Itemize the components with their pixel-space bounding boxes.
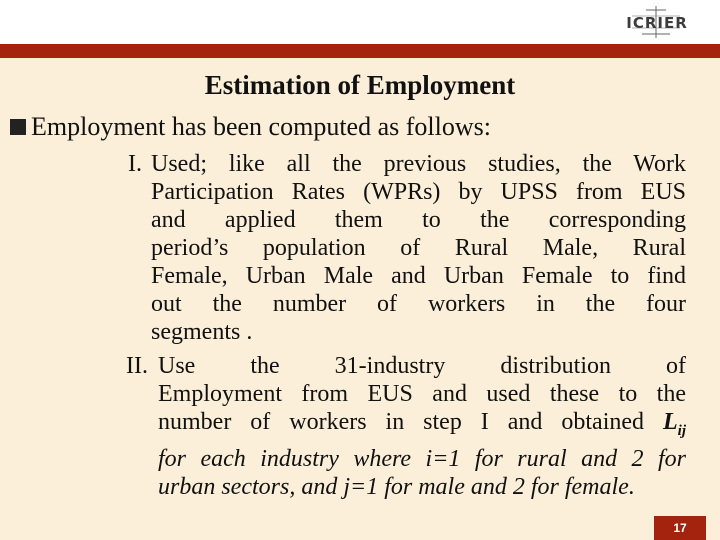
item-line: urban sectors, and j=1 for male and 2 for female. (158, 473, 635, 500)
item-line: Use the 31-industry distribution of (158, 353, 686, 379)
header-band (0, 0, 720, 44)
slide-title: Estimation of Employment (204, 70, 516, 100)
intro-text: Employment has been computed as follows: (31, 112, 491, 141)
item-number: I. (128, 151, 142, 177)
item-line: segments . (151, 319, 253, 345)
logo-text: ICRIER (626, 14, 688, 32)
intro-bullet (10, 112, 710, 142)
item-line: Female, Urban Male and Urban Female to find (151, 263, 686, 289)
item-line: for each industry where i=1 for rural and 2 for (158, 445, 686, 472)
item-line: and applied them to the corresponding (151, 207, 686, 233)
item-line: number of workers in step I and obtained (158, 409, 645, 435)
lij-symbol (662, 409, 686, 439)
item-line: Employment from EUS and used these to the (158, 381, 686, 407)
lij-subscript: ij (677, 422, 686, 439)
item-line: Participation Rates (WPRs) by UPSS from EUS (151, 179, 686, 205)
item-text (158, 352, 686, 501)
item-line: out the number of workers in the four (151, 291, 686, 317)
item-line: period’s population of Rural Male, Rural (151, 235, 686, 261)
header-accent-bar (0, 44, 720, 58)
item-line-with-symbol (158, 408, 686, 445)
item-text (151, 150, 686, 346)
square-bullet-icon (10, 119, 26, 135)
lij-base: L (662, 409, 678, 435)
item-line: Used; like all the previous studies, the Work (151, 151, 686, 177)
icrier-logo (618, 4, 696, 40)
page-number: 17 (654, 516, 706, 540)
item-number: II. (126, 353, 148, 379)
